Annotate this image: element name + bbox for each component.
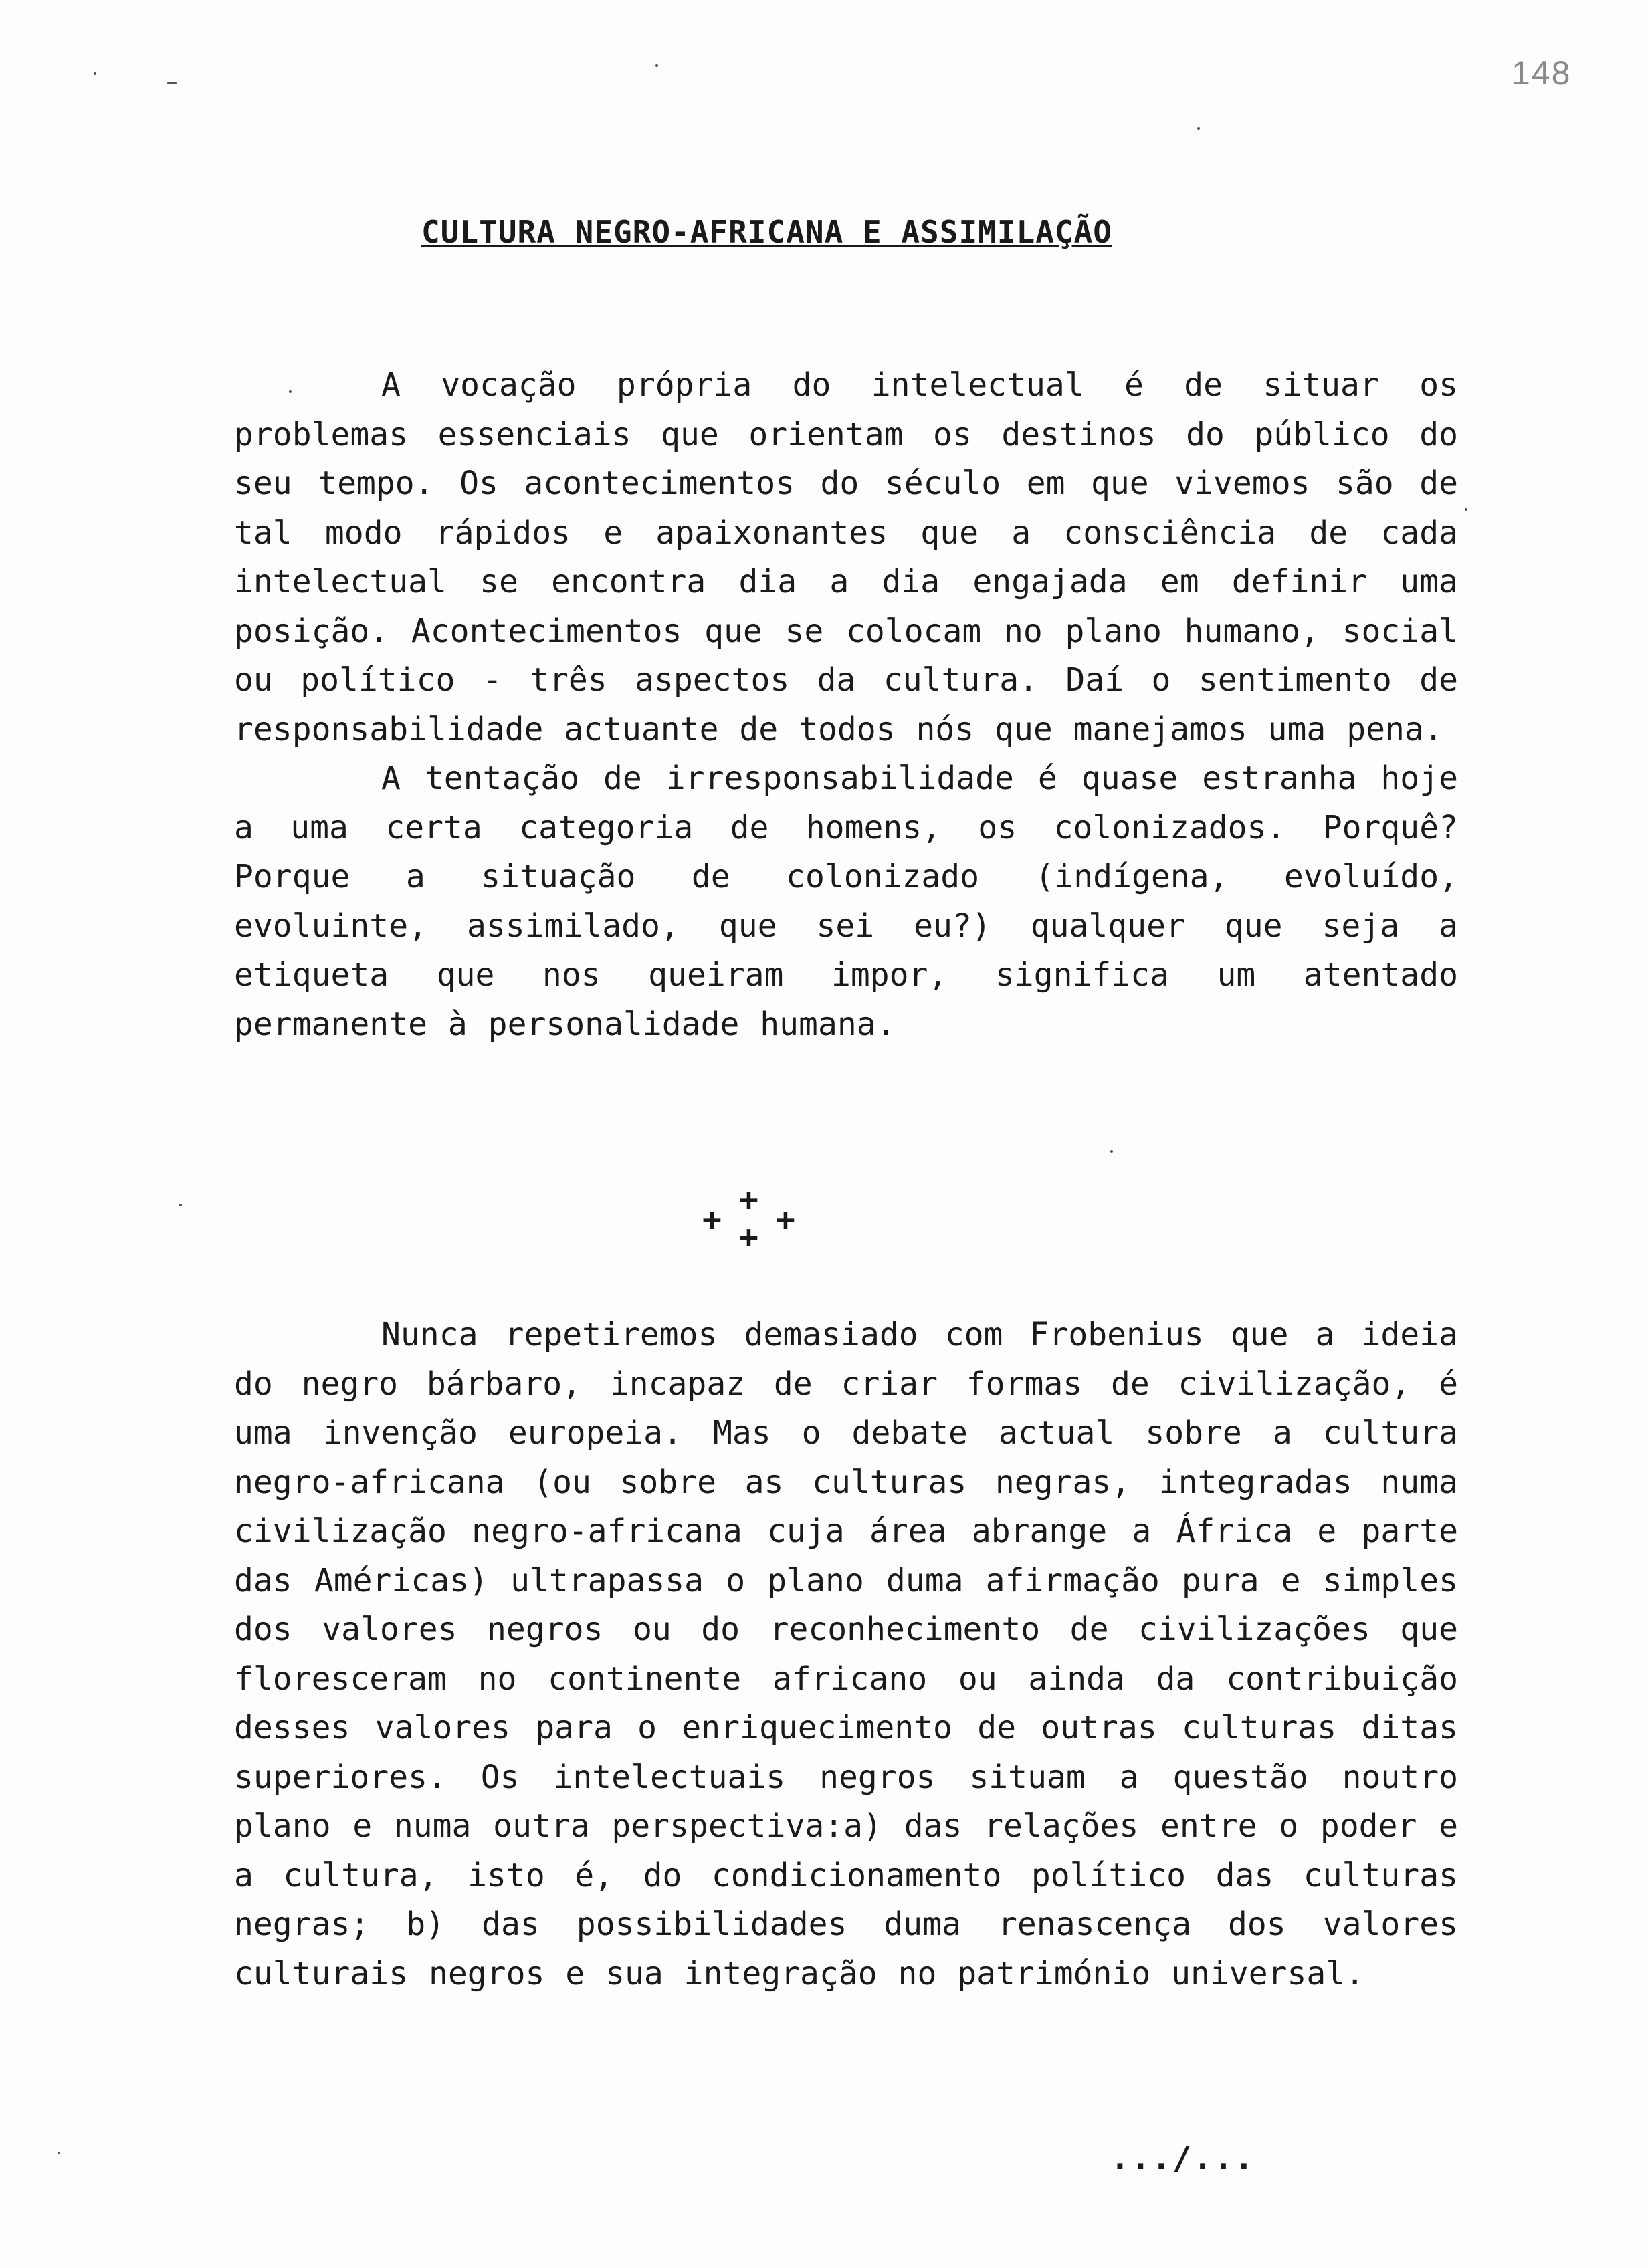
scan-speck xyxy=(289,390,292,393)
separator-mark: + xyxy=(739,1181,758,1218)
scan-speck xyxy=(1197,127,1200,130)
scan-speck xyxy=(167,82,177,84)
document-title: CULTURA NEGRO-AFRICANA E ASSIMILAÇÃO xyxy=(421,214,1112,250)
scan-speck xyxy=(94,72,96,75)
scan-speck xyxy=(179,1204,182,1206)
separator-mark: + xyxy=(702,1201,722,1238)
paragraph: Nunca repetiremos demasiado com Frobenius que a ideia do negro bárbaro, incapaz de criar formas de civilização, é uma invenção europeia. Mas o debate actual sobre a cultura negro-africana (ou sobre as culturas negras, integradas numa civilização negro-africana cuja área abrange a África e parte das Américas) ultrapassa o plano duma afirmação pura e simples dos valores negros ou do reconhecimento de civilizações que floresceram no continente africano ou ainda da contribuição desses valores para o enriquecimento de outras culturas ditas superiores. Os intelectuais negros situam a questão noutro plano e numa outra perspectiva:a) das relações entre o poder e a cultura, isto é, do condicionamento político das culturas negras; b) das possibilidades duma renascença dos valores culturais negros e sua integração no património universal. xyxy=(234,1316,1458,1993)
page-number: 148 xyxy=(1512,54,1572,92)
separator-mark: + xyxy=(776,1201,795,1238)
scan-speck xyxy=(1465,508,1467,511)
continuation-mark: .../... xyxy=(1110,2140,1255,2177)
paragraph: A tentação de irresponsabilidade é quase estranha hoje a uma certa categoria de homens, os colonizados. Porquê? Porque a situação de colonizado (indígena, evoluído, evoluinte, assimilado, que sei eu?) qualquer que seja a etiqueta que nos queiram impor, significa um atentado permanente à personalidade humana. xyxy=(234,760,1458,1043)
scan-speck xyxy=(58,2152,60,2154)
section-negro-african-culture xyxy=(234,1311,1458,1999)
scan-speck xyxy=(655,64,658,67)
paragraph: A vocação própria do intelectual é de situar os problemas essenciais que orientam os destinos do público do seu tempo. Os acontecimentos do século em que vivemos são de tal modo rápidos e apaixonantes que a consciência de cada intelectual se encontra dia a dia engajada em definir uma posição. Acontecimentos que se colocam no plano humano, social ou político - três aspectos da cultura. Daí o sentimento de responsabilidade actuante de todos nós que manejamos uma pena. xyxy=(234,366,1458,748)
separator-mark: + xyxy=(739,1218,758,1256)
section-intellectual-vocation xyxy=(234,361,1458,1049)
scan-speck xyxy=(1110,1150,1113,1153)
section-separator xyxy=(702,1181,796,1256)
